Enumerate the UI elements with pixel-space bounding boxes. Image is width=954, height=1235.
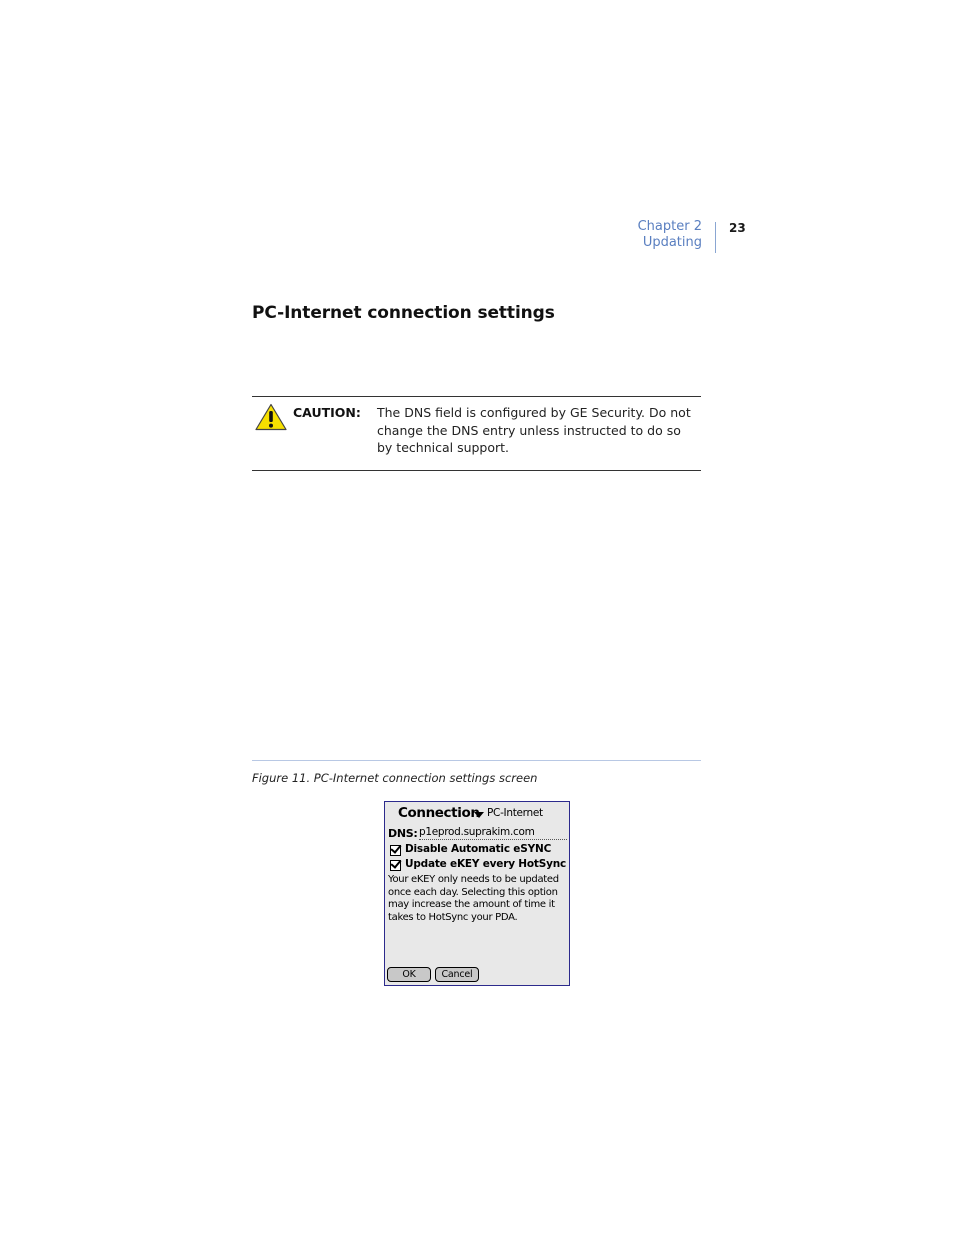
ok-button[interactable]: OK <box>387 967 431 982</box>
update-ekey-label: Update eKEY every HotSync <box>405 858 567 870</box>
disable-esync-label: Disable Automatic eSYNC <box>405 843 552 855</box>
chapter-label: Chapter 2 <box>637 219 702 234</box>
dns-field[interactable]: p1eprod.suprakim.com <box>419 826 535 838</box>
pda-form-title: Connection <box>398 805 480 821</box>
section-label: Updating <box>642 235 702 250</box>
pda-screen <box>384 801 570 986</box>
figure-caption: Figure 11. PC-Internet connection settings screen <box>252 771 538 785</box>
dropdown-arrow-icon[interactable] <box>474 812 484 818</box>
dns-label: DNS: <box>388 827 418 840</box>
page-number: 23 <box>729 221 746 235</box>
header-divider <box>715 222 716 253</box>
running-header <box>638 219 702 251</box>
disable-esync-checkbox[interactable] <box>390 845 401 856</box>
caution-text: The DNS field is configured by GE Security. Do not change the DNS entry unless instructed to do so by technical support. <box>377 405 691 455</box>
update-ekey-checkbox[interactable] <box>390 860 401 871</box>
pda-help-text: Your eKEY only needs to be updated once each day. Selecting this option may increase the amount of time it takes to HotSync your PDA. <box>388 874 559 923</box>
cancel-button[interactable]: Cancel <box>435 967 479 982</box>
category-selector[interactable]: PC-Internet <box>487 807 543 819</box>
dns-field-underline <box>419 839 567 840</box>
warning-triangle-icon <box>255 403 287 431</box>
figure-divider <box>252 760 701 761</box>
caution-box <box>252 396 701 471</box>
caution-label: CAUTION: <box>293 405 361 420</box>
section-title: PC-Internet connection settings <box>252 303 555 323</box>
